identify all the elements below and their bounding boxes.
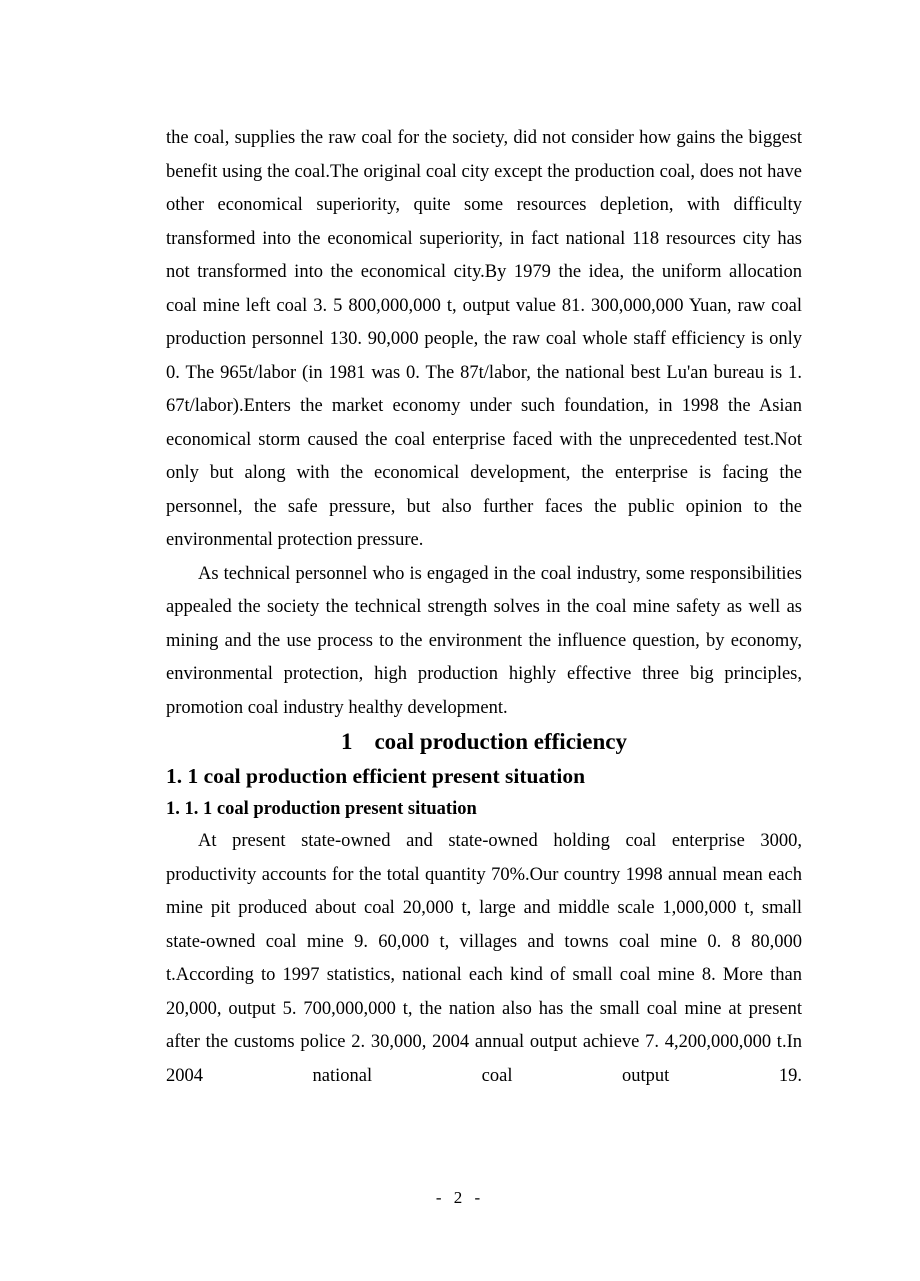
section-heading bbox=[166, 725, 802, 759]
section-title: coal production efficiency bbox=[374, 729, 628, 754]
subsubsection-heading: 1. 1. 1 coal production present situation bbox=[166, 799, 477, 819]
document-page bbox=[166, 122, 802, 1093]
body-paragraph: As technical personnel who is engaged in the coal industry, some responsibilities appealed the society the technical strength solves in the coal mine safety as well as mining and the use process to the environment the influence question, by economy, environmental protection, high production highly effective three big principles, promotion coal industry healthy development. bbox=[166, 563, 802, 718]
page-number: - 2 - bbox=[435, 1188, 485, 1207]
body-paragraph: the coal, supplies the raw coal for the society, did not consider how gains the biggest benefit using the coal.The original coal city except the production coal, does not have other economical superiority, quite some resources depletion, with difficulty transformed into the economical superiority, in fact national 118 resources city has not transformed into the economical city.By 1979 the idea, the uniform allocation coal mine left coal 3. 5 800,000,000 t, output value 81. 300,000,000 Yuan, raw coal production personnel 130. 90,000 people, the raw coal whole staff efficiency is only 0. The 965t/labor (in 1981 was 0. The 87t/labor, the national best Lu'an bureau is 1. 67t/labor).Enters the market economy under such foundation, in 1998 the Asian economical storm caused the coal enterprise faced with the unprecedented test.Not only but along with the economical development, the enterprise is facing the personnel, the safe pressure, but also further faces the public opinion to the environmental protection pressure. bbox=[166, 128, 802, 550]
section-number: 1 bbox=[340, 729, 353, 754]
subsection-heading: 1. 1 coal production efficient present situation bbox=[166, 764, 586, 788]
body-paragraph: At present state-owned and state-owned holding coal enterprise 3000, productivity accounts for the total quantity 70%.Our country 1998 annual mean each mine pit produced about coal 20,000 t, large and middle scale 1,000,000 t, small state-owned coal mine 9. 60,000 t, villages and towns coal mine 0. 8 80,000 t.According to 1997 statistics, national each kind of small coal mine 8. More than 20,000, output 5. 700,000,000 t, the nation also has the small coal mine at present after the customs police 2. 30,000, 2004 annual output achieve 7. 4,200,000,000 t.In 2004 national coal output 19. bbox=[166, 831, 802, 1086]
